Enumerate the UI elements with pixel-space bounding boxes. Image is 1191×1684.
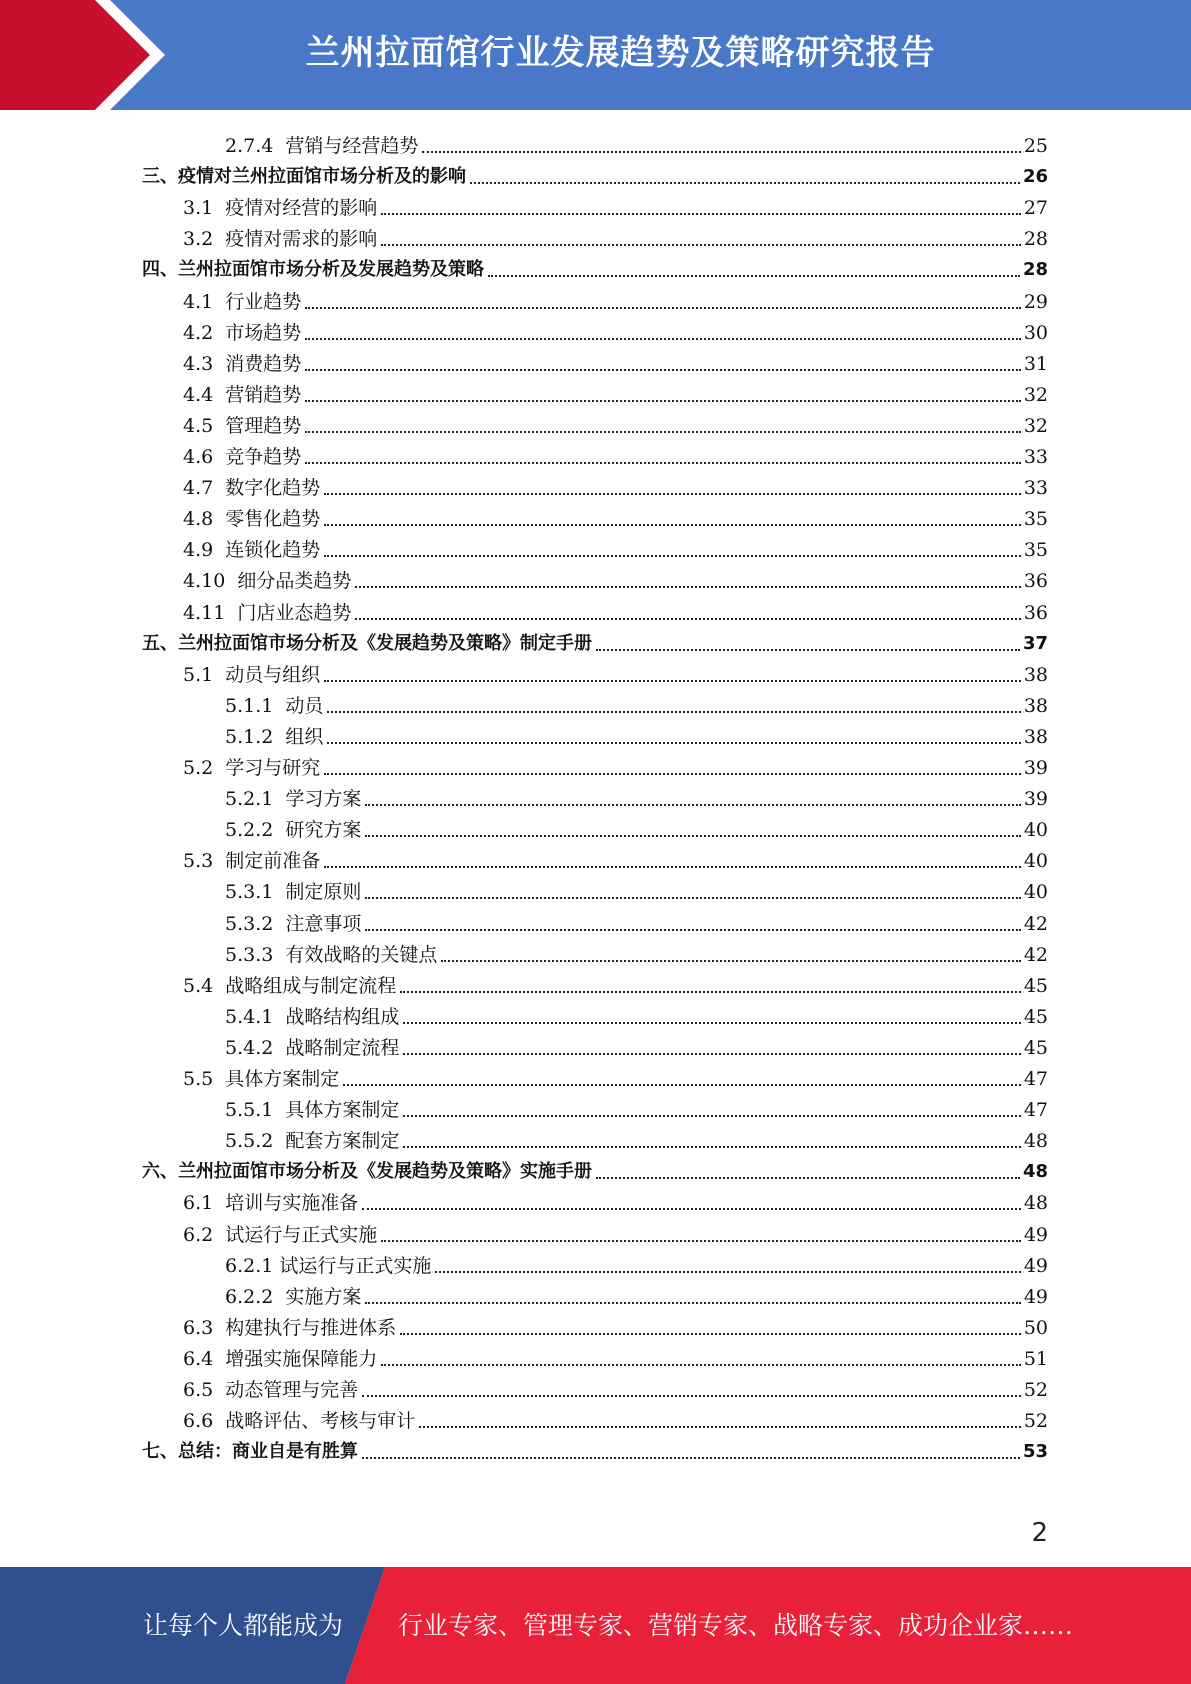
- toc-dot-leader: [403, 1053, 1020, 1055]
- toc-dot-leader: [596, 649, 1020, 651]
- toc-entry-page: 47: [1023, 1068, 1048, 1090]
- toc-dot-leader: [355, 618, 1020, 620]
- toc-entry[interactable]: [183, 531, 1048, 562]
- toc-entry-page: 25: [1023, 135, 1048, 157]
- toc-entry[interactable]: [225, 1247, 1048, 1278]
- toc-entry-label: 5.2 学习与研究: [183, 757, 321, 779]
- toc-entry-page: 49: [1023, 1223, 1048, 1246]
- toc-entry[interactable]: [183, 1340, 1048, 1371]
- toc-dot-leader: [441, 960, 1020, 962]
- toc-dot-leader: [422, 151, 1020, 153]
- toc-dot-leader: [419, 1426, 1021, 1428]
- toc-dot-leader: [327, 711, 1020, 713]
- toc-entry-page: 47: [1023, 1099, 1048, 1122]
- toc-entry-label: 6.3 构建执行与推进体系: [183, 1316, 397, 1339]
- page-footer: [0, 1567, 1191, 1684]
- toc-dot-leader: [324, 773, 1021, 775]
- toc-dot-leader: [365, 897, 1020, 899]
- toc-entry-label: 6.4 增强实施保障能力: [183, 1347, 378, 1370]
- toc-entry-label: 5.1 动员与组织: [183, 663, 321, 686]
- toc-entry-page: 38: [1023, 663, 1048, 686]
- toc-entry-label: 3.1 疫情对经营的影响: [183, 197, 378, 220]
- toc-entry-page: 39: [1023, 757, 1048, 779]
- toc-entry-label: 5.5.1 具体方案制定: [225, 1099, 400, 1122]
- toc-entry-label: 六、兰州拉面馆市场分析及《发展趋势及策略》实施手册: [142, 1161, 592, 1183]
- toc-entry[interactable]: [183, 842, 1048, 873]
- toc-dot-leader: [365, 804, 1020, 806]
- toc-entry-page: 36: [1023, 601, 1048, 624]
- footer-slogan-right: 行业专家、管理专家、营销专家、战略专家、成功企业家……: [398, 1611, 1074, 1640]
- toc-entry-label: 4.5 管理趋势: [183, 414, 302, 437]
- toc-entry-page: 28: [1022, 259, 1048, 281]
- toc-entry[interactable]: [183, 407, 1048, 438]
- toc-entry-page: 51: [1023, 1347, 1048, 1370]
- toc-entry-page: 40: [1023, 819, 1048, 842]
- toc-dot-leader: [403, 1022, 1020, 1024]
- toc-entry[interactable]: [142, 1153, 1048, 1184]
- toc-entry[interactable]: [225, 873, 1048, 904]
- toc-entry[interactable]: [142, 251, 1048, 282]
- page-number: 2: [1031, 1518, 1048, 1548]
- toc-entry-page: 38: [1023, 694, 1048, 717]
- toc-dot-leader: [305, 462, 1021, 464]
- toc-entry-page: 50: [1023, 1316, 1048, 1339]
- toc-entry[interactable]: [183, 1216, 1048, 1247]
- toc-entry-label: 4.9 连锁化趋势: [183, 539, 321, 562]
- toc-entry-label: 5.2.2 研究方案: [225, 819, 362, 842]
- toc-dot-leader: [403, 1115, 1020, 1117]
- toc-entry[interactable]: [183, 438, 1048, 469]
- toc-dot-leader: [343, 1084, 1021, 1086]
- toc-entry-page: 29: [1023, 290, 1048, 313]
- toc-entry-page: 27: [1023, 197, 1048, 220]
- toc-entry-page: 48: [1022, 1161, 1048, 1183]
- toc-entry-label: 4.11 门店业态趋势: [183, 601, 352, 624]
- toc-entry-label: 6.6 战略评估、考核与审计: [183, 1410, 416, 1433]
- toc-entry-label: 5.1.1 动员: [225, 694, 324, 717]
- toc-entry-label: 4.1 行业趋势: [183, 290, 302, 313]
- report-title: 兰州拉面馆行业发展趋势及策略研究报告: [305, 33, 936, 73]
- toc-entry-page: 33: [1023, 446, 1048, 468]
- toc-dot-leader: [362, 1395, 1021, 1397]
- toc-entry-page: 45: [1023, 1005, 1048, 1028]
- toc-entry[interactable]: [183, 1402, 1048, 1433]
- toc-entry[interactable]: [183, 1060, 1048, 1091]
- toc-entry-label: 五、兰州拉面馆市场分析及《发展趋势及策略》制定手册: [142, 632, 592, 654]
- toc-entry-label: 5.3.2 注意事项: [225, 912, 362, 935]
- toc-entry-label: 6.2.2 实施方案: [225, 1285, 362, 1308]
- toc-entry-page: 52: [1023, 1410, 1048, 1433]
- toc-dot-leader: [355, 586, 1020, 588]
- toc-dot-leader: [362, 1457, 1020, 1459]
- toc-dot-leader: [381, 244, 1021, 246]
- toc-dot-leader: [327, 742, 1020, 744]
- toc-entry[interactable]: [183, 345, 1048, 376]
- toc-entry-page: 48: [1023, 1192, 1048, 1215]
- toc-entry[interactable]: [225, 905, 1048, 936]
- toc-dot-leader: [324, 524, 1021, 526]
- toc-entry-page: 52: [1023, 1379, 1048, 1401]
- toc-entry-label: 4.4 营销趋势: [183, 383, 302, 406]
- toc-entry[interactable]: [183, 469, 1048, 500]
- toc-entry-page: 26: [1022, 166, 1048, 188]
- toc-dot-leader: [403, 1146, 1020, 1148]
- toc-entry[interactable]: [183, 562, 1048, 593]
- toc-entry[interactable]: [183, 594, 1048, 625]
- toc-entry-label: 3.2 疫情对需求的影响: [183, 228, 378, 251]
- toc-dot-leader: [324, 493, 1021, 495]
- toc-dot-leader: [400, 991, 1021, 993]
- toc-entry-label: 4.3 消费趋势: [183, 352, 302, 375]
- toc-entry[interactable]: [142, 158, 1048, 189]
- page-header: [0, 0, 1191, 110]
- toc-dot-leader: [365, 929, 1020, 931]
- toc-entry[interactable]: [225, 998, 1048, 1029]
- toc-entry-page: 36: [1023, 570, 1048, 593]
- toc-entry-page: 53: [1022, 1441, 1048, 1463]
- toc-entry-page: 40: [1023, 881, 1048, 904]
- toc-entry-label: 4.6 竞争趋势: [183, 446, 302, 468]
- toc-entry-label: 5.4 战略组成与制定流程: [183, 974, 397, 997]
- toc-entry-page: 48: [1023, 1130, 1048, 1153]
- toc-entry-label: 5.4.1 战略结构组成: [225, 1005, 400, 1028]
- toc-entry-label: 三、疫情对兰州拉面馆市场分析及的影响: [142, 166, 466, 188]
- toc-entry-label: 5.2.1 学习方案: [225, 788, 362, 811]
- toc-entry-label: 4.10 细分品类趋势: [183, 570, 352, 593]
- toc-entry-page: 32: [1023, 414, 1048, 437]
- toc-entry[interactable]: [183, 749, 1048, 780]
- toc-dot-leader: [435, 1271, 1020, 1273]
- toc-entry[interactable]: [225, 1278, 1048, 1309]
- toc-entry[interactable]: [183, 189, 1048, 220]
- toc-entry-label: 4.7 数字化趋势: [183, 477, 321, 500]
- toc-entry-label: 5.3.1 制定原则: [225, 881, 362, 904]
- toc-dot-leader: [324, 555, 1021, 557]
- toc-entry[interactable]: [183, 500, 1048, 531]
- toc-dot-leader: [381, 213, 1021, 215]
- toc-dot-leader: [324, 680, 1021, 682]
- toc-entry-page: 28: [1023, 228, 1048, 251]
- footer-slogan-left: 让每个人都能成为: [143, 1611, 344, 1640]
- toc-entry[interactable]: [183, 1184, 1048, 1215]
- toc-entry-page: 35: [1023, 539, 1048, 562]
- toc-dot-leader: [305, 369, 1021, 371]
- toc-dot-leader: [305, 307, 1021, 309]
- toc-entry-label: 6.2.1 试运行与正式实施: [225, 1254, 432, 1277]
- toc-dot-leader: [470, 182, 1020, 184]
- toc-dot-leader: [596, 1177, 1020, 1179]
- toc-dot-leader: [381, 1240, 1021, 1242]
- toc-entry-page: 49: [1023, 1285, 1048, 1308]
- toc-dot-leader: [400, 1333, 1021, 1335]
- toc-entry-page: 31: [1023, 352, 1048, 375]
- toc-entry-page: 38: [1023, 725, 1048, 748]
- toc-entry[interactable]: [225, 1029, 1048, 1060]
- toc-entry-page: 42: [1023, 943, 1048, 966]
- toc-entry-label: 5.3 制定前准备: [183, 850, 321, 873]
- toc-entry-page: 39: [1023, 788, 1048, 811]
- toc-entry-page: 33: [1023, 477, 1048, 500]
- toc-entry[interactable]: [183, 656, 1048, 687]
- toc-entry-label: 6.1 培训与实施准备: [183, 1192, 359, 1215]
- toc-entry[interactable]: [183, 967, 1048, 998]
- toc-entry[interactable]: [183, 283, 1048, 314]
- toc-entry[interactable]: [142, 625, 1048, 656]
- toc-entry[interactable]: [142, 1433, 1048, 1464]
- toc-entry-label: 6.2 试运行与正式实施: [183, 1223, 378, 1246]
- toc-entry-label: 5.3.3 有效战略的关键点: [225, 943, 438, 966]
- toc-entry[interactable]: [183, 1309, 1048, 1340]
- toc-entry-label: 6.5 动态管理与完善: [183, 1379, 359, 1401]
- toc-entry-label: 5.4.2 战略制定流程: [225, 1036, 400, 1059]
- toc-entry[interactable]: [183, 220, 1048, 251]
- toc-dot-leader: [305, 338, 1021, 340]
- toc-entry-page: 45: [1023, 974, 1048, 997]
- toc-entry-page: 35: [1023, 508, 1048, 531]
- toc-entry[interactable]: [225, 687, 1048, 718]
- toc-entry-page: 40: [1023, 850, 1048, 873]
- toc-entry[interactable]: [225, 811, 1048, 842]
- toc-entry-label: 5.5 具体方案制定: [183, 1068, 340, 1090]
- toc-entry-label: 四、兰州拉面馆市场分析及发展趋势及策略: [142, 259, 484, 281]
- toc-entry[interactable]: [225, 127, 1048, 158]
- toc-entry[interactable]: [225, 936, 1048, 967]
- toc-entry-label: 4.8 零售化趋势: [183, 508, 321, 531]
- toc-entry-label: 七、总结：商业自是有胜算: [142, 1441, 358, 1463]
- toc-dot-leader: [305, 400, 1021, 402]
- toc-entry-label: 4.2 市场趋势: [183, 321, 302, 344]
- toc-dot-leader: [305, 431, 1021, 433]
- toc-entry[interactable]: [225, 780, 1048, 811]
- toc-dot-leader: [362, 1208, 1021, 1210]
- toc-entry-page: 37: [1022, 632, 1048, 654]
- toc-dot-leader: [381, 1364, 1021, 1366]
- toc-entry-page: 42: [1023, 912, 1048, 935]
- toc-entry-page: 30: [1023, 321, 1048, 344]
- toc-entry-page: 32: [1023, 383, 1048, 406]
- toc-entry-page: 45: [1023, 1036, 1048, 1059]
- toc-dot-leader: [488, 275, 1020, 277]
- toc-entry[interactable]: [183, 314, 1048, 345]
- toc-dot-leader: [365, 835, 1020, 837]
- toc-dot-leader: [365, 1302, 1020, 1304]
- toc-entry[interactable]: [225, 718, 1048, 749]
- toc-entry[interactable]: [225, 1091, 1048, 1122]
- toc-entry-label: 5.5.2 配套方案制定: [225, 1130, 400, 1153]
- toc-entry[interactable]: [183, 376, 1048, 407]
- toc-dot-leader: [324, 866, 1021, 868]
- toc-entry-label: 2.7.4 营销与经营趋势: [225, 135, 419, 157]
- toc-entry-page: 49: [1023, 1254, 1048, 1277]
- toc-entry[interactable]: [183, 1371, 1048, 1402]
- toc-entry-label: 5.1.2 组织: [225, 725, 324, 748]
- toc-entry[interactable]: [225, 1122, 1048, 1153]
